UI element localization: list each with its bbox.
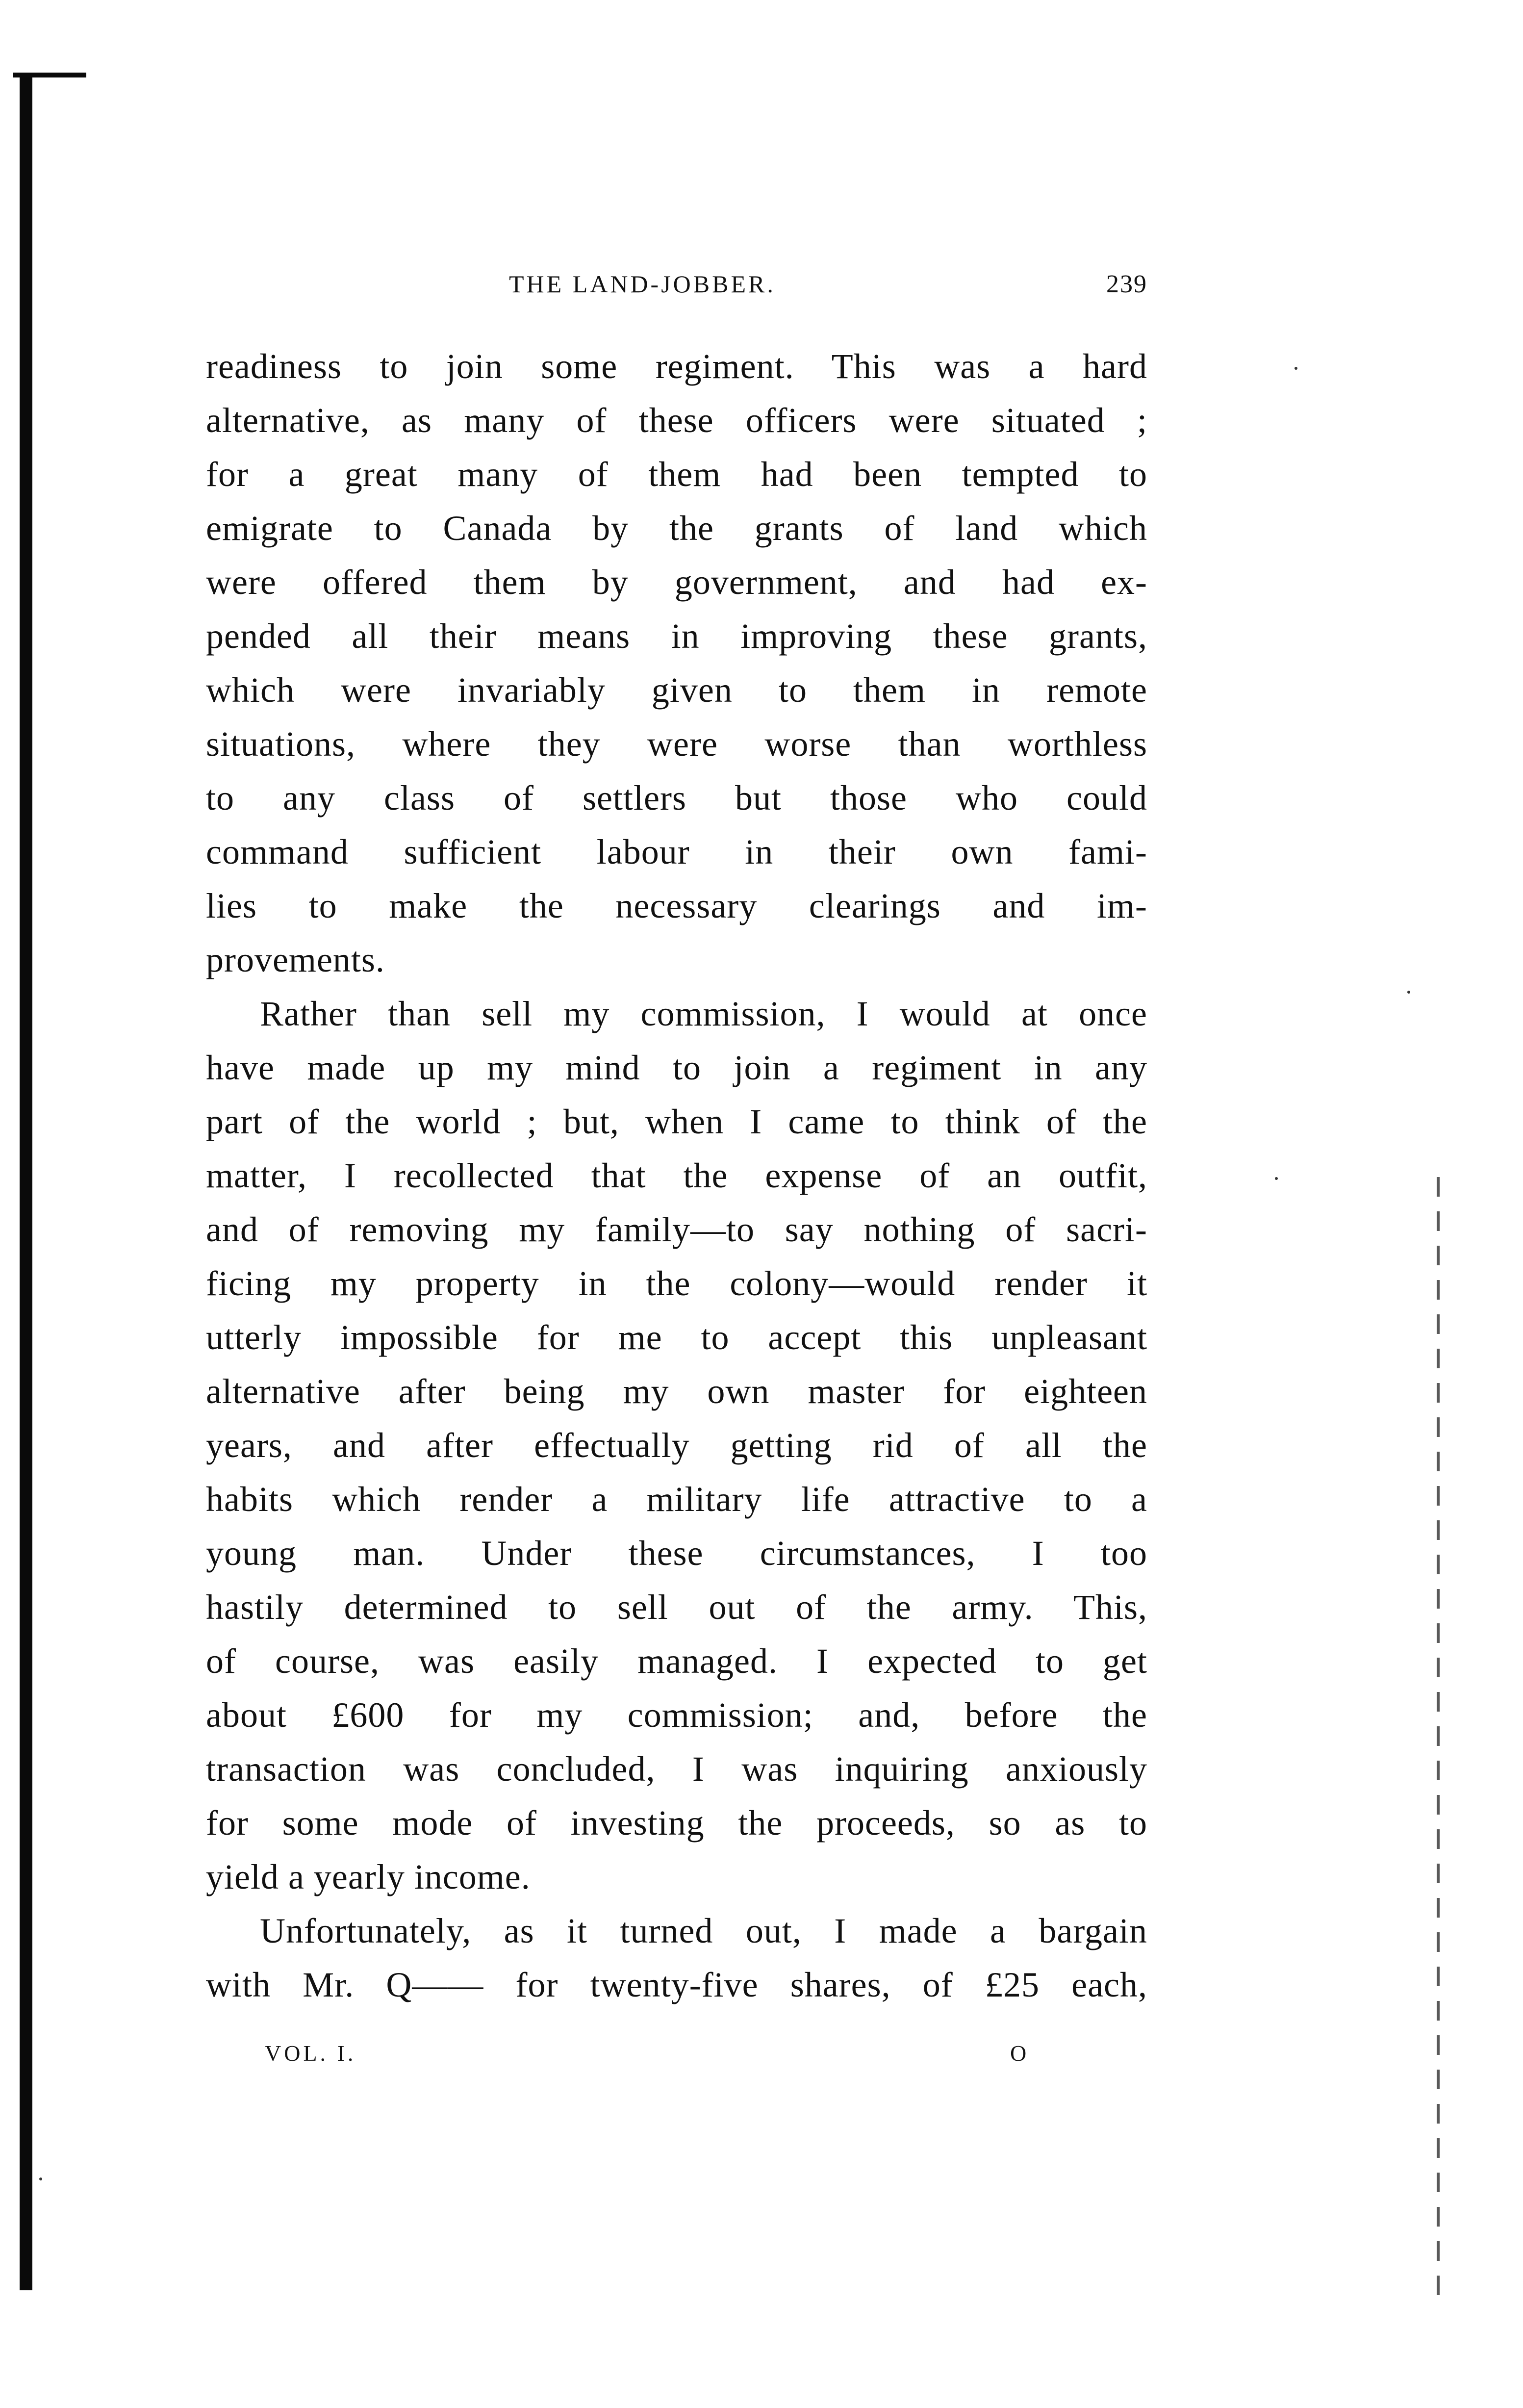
text-line: Unfortunately, as it turned out, I made a bargain [260, 1911, 1147, 1950]
text-line: about £600 for my commission; and, before the [206, 1695, 1147, 1735]
text-line: have made up my mind to join a regiment in any [206, 1048, 1147, 1087]
text-line: years, and after effectually getting rid of all the [206, 1426, 1147, 1465]
text-line: for some mode of investing the proceeds, so as to [206, 1803, 1147, 1843]
ink-speck [1295, 367, 1297, 370]
text-line: and of removing my family—to say nothing of sacri- [206, 1210, 1147, 1249]
text-line: were offered them by government, and had ex- [206, 563, 1147, 602]
page-edge-marks [1437, 1177, 1440, 2305]
text-line: utterly impossible for me to accept this unpleasant [206, 1318, 1147, 1357]
paragraph [206, 987, 1147, 1904]
text-line: transaction was concluded, I was inquiring anxiously [206, 1749, 1147, 1789]
text-line: command sufficient labour in their own fami- [206, 832, 1147, 871]
paragraph [206, 1904, 1147, 2012]
text-line: young man. Under these circumstances, I too [206, 1534, 1147, 1573]
volume-signature: VOL. I. [265, 2041, 356, 2066]
text-line: alternative, as many of these officers were situated ; [206, 401, 1147, 440]
text-line: to any class of settlers but those who could [206, 778, 1147, 818]
binding-edge [20, 74, 32, 2290]
binding-edge-top [13, 73, 86, 77]
text-line: lies to make the necessary clearings and im- [206, 886, 1147, 925]
text-line: hastily determined to sell out of the army. This, [206, 1588, 1147, 1627]
ink-speck [1407, 991, 1410, 994]
text-line: habits which render a military life attractive to a [206, 1480, 1147, 1519]
text-line: matter, I recollected that the expense of an outfit, [206, 1156, 1147, 1195]
ink-speck [1275, 1177, 1278, 1180]
text-line: situations, where they were worse than worthless [206, 724, 1147, 764]
running-head: THE LAND-JOBBER. [509, 270, 776, 298]
text-line: for a great many of them had been tempted to [206, 455, 1147, 494]
paragraph [206, 339, 1147, 987]
text-line: ficing my property in the colony—would render it [206, 1264, 1147, 1303]
body-text [206, 339, 1147, 2012]
text-line: alternative after being my own master for eighteen [206, 1372, 1147, 1411]
ink-speck [39, 2177, 42, 2180]
text-line: with Mr. Q—— for twenty-five shares, of £25 each, [206, 1965, 1147, 2004]
page-footer [206, 2040, 1147, 2075]
text-line: of course, was easily managed. I expected to get [206, 1641, 1147, 1681]
text-line: provements. [206, 940, 385, 979]
page-number: 239 [1106, 270, 1147, 298]
text-line: pended all their means in improving these grants, [206, 616, 1147, 656]
text-line: readiness to join some regiment. This was a hard [206, 347, 1147, 386]
text-line: emigrate to Canada by the grants of land which [206, 509, 1147, 548]
text-line: part of the world ; but, when I came to think of the [206, 1102, 1147, 1141]
text-line: which were invariably given to them in remote [206, 670, 1147, 710]
text-line: yield a yearly income. [206, 1857, 531, 1896]
signature-mark: O [1010, 2041, 1027, 2066]
text-line: Rather than sell my commission, I would at once [260, 994, 1147, 1033]
page-header [206, 270, 1147, 309]
